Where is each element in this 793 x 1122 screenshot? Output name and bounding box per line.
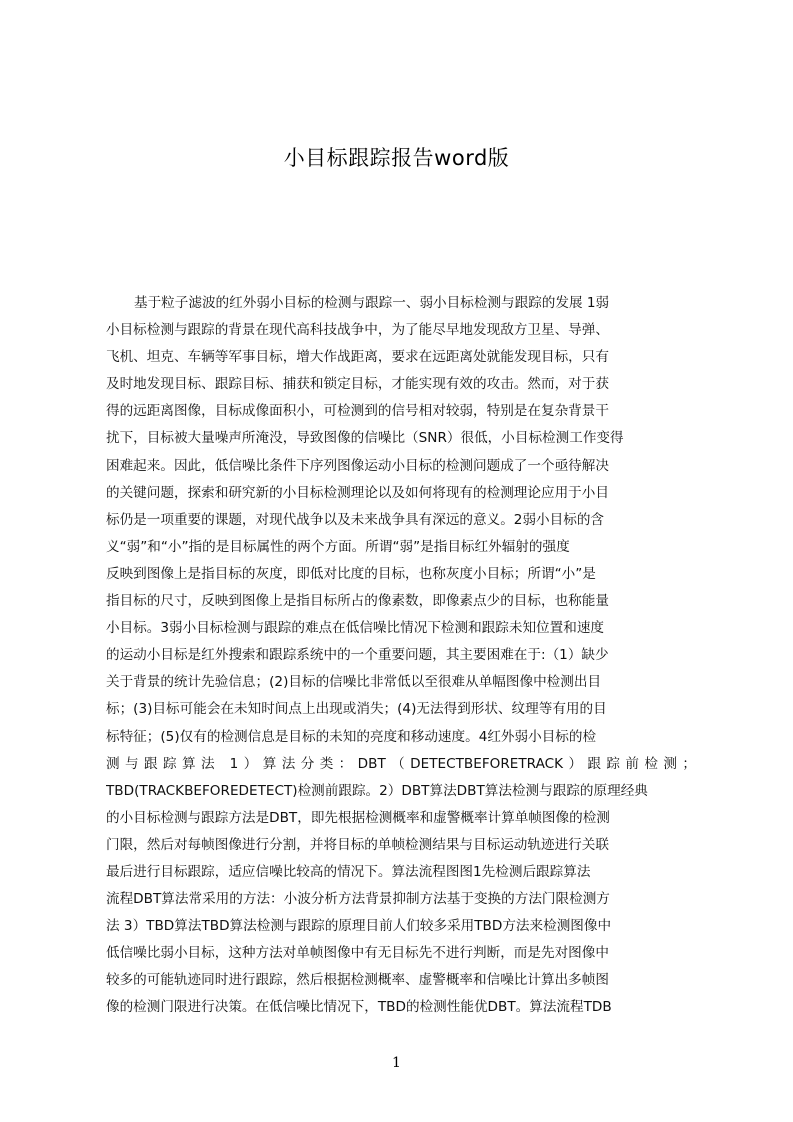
page-number: 1 [392, 1055, 401, 1071]
body-line: 得的远距离图像，目标成像面积小，可检测到的信号相对较弱，特别是在复杂背景干 [106, 403, 609, 420]
body-line: 基于粒子滤波的红外弱小目标的检测与跟踪一、弱小目标检测与跟踪的发展 1弱 [134, 295, 610, 311]
body-line: 的关键问题，探索和研究新的小目标检测理论以及如何将现有的检测理论应用于小目 [106, 484, 609, 501]
body-line: 及时地发现目标、跟踪目标、捕获和锁定目标，才能实现有效的攻击。然而，对于获 [106, 376, 609, 393]
body-line: 标仍是一项重要的课题，对现代战争以及未来战争具有深远的意义。2弱小目标的含 [106, 511, 605, 528]
body-line: 较多的可能轨迹同时进行跟踪，然后根据检测概率、虚警概率和信噪比计算出多帧图 [106, 972, 609, 989]
body-line: 扰下，目标被大量噪声所淹没，导致图像的信噪比（SNR）很低，小目标检测工作变得 [106, 430, 624, 447]
body-line: 的运动小目标是红外搜索和跟踪系统中的一个重要问题，其主要困难在于:（1）缺少 [106, 647, 609, 664]
body-line: 测与跟踪算法 1）算法分类：DBT（DETECTBEFORETRACK）跟踪前检测； [106, 755, 696, 772]
body-line: 标特征；(5)仅有的检测信息是目标的未知的亮度和移动速度。4红外弱小目标的检 [106, 728, 597, 745]
body-line: 小目标。3弱小目标检测与跟踪的难点在低信噪比情况下检测和跟踪未知位置和速度 [106, 620, 605, 637]
body-line: 门限，然后对每帧图像进行分割，并将目标的单帧检测结果与目标运动轨迹进行关联 [106, 836, 609, 853]
body-line: 反映到图像上是指目标的灰度，即低对比度的目标，也称灰度小目标；所谓“小”是 [106, 565, 596, 582]
body-line: 指目标的尺寸，反映到图像上是指目标所占的像素数，即像素点少的目标，也称能量 [106, 593, 609, 610]
body-line: 最后进行目标跟踪，适应信噪比较高的情况下。算法流程图图1先检测后跟踪算法 [106, 863, 591, 880]
body-line: TBD(TRACKBEFOREDETECT)检测前跟踪。2）DBT算法DBT算法检测与跟踪的原理经典 [106, 782, 648, 799]
body-line: 小目标检测与跟踪的背景在现代高科技战争中，为了能尽早地发现敌方卫星、导弹、 [106, 322, 609, 339]
body-line: 低信噪比弱小目标，这种方法对单帧图像中有无目标先不进行判断，而是先对图像中 [106, 945, 609, 962]
body-line: 关于背景的统计先验信息；(2)目标的信噪比非常低以至很难从单幅图像中检测出目 [106, 674, 602, 691]
body-line: 困难起来。因此，低信噪比条件下序列图像运动小目标的检测问题成了一个亟待解决 [106, 457, 609, 474]
document-title: 小目标跟踪报告word版 [283, 146, 510, 170]
body-line: 飞机、坦克、车辆等军事目标，增大作战距离，要求在远距离处就能发现目标，只有 [106, 349, 609, 366]
body-line: 标；(3)目标可能会在未知时间点上出现或消失；(4)无法得到形状、纹理等有用的目 [106, 701, 607, 718]
body-line: 法 3）TBD算法TBD算法检测与跟踪的原理目前人们较多采用TBD方法来检测图像中 [106, 918, 612, 935]
body-line: 像的检测门限进行决策。在低信噪比情况下，TBD的检测性能优DBT。算法流程TDB [106, 999, 612, 1016]
body-line: 的小目标检测与跟踪方法是DBT，即先根据检测概率和虚警概率计算单帧图像的检测 [106, 809, 610, 826]
body-line: 义“弱”和“小”指的是目标属性的两个方面。所谓“弱”是指目标红外辐射的强度 [106, 538, 570, 555]
document-body [106, 290, 696, 1022]
body-line: 流程DBT算法常采用的方法：小波分析方法背景抑制方法基于变换的方法门限检测方 [106, 891, 610, 908]
